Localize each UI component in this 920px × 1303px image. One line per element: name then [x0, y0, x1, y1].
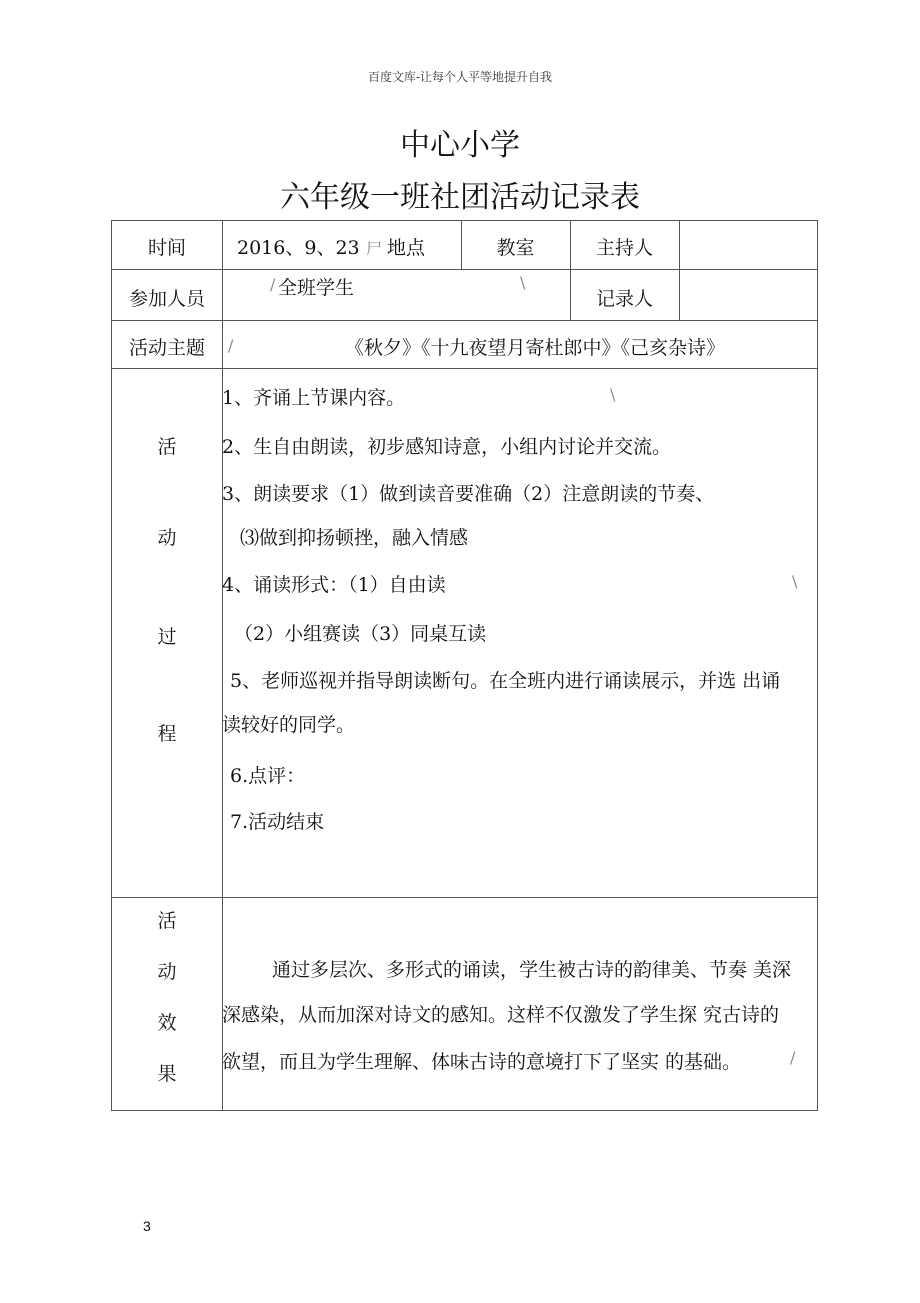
process-line: 7.活动结束 — [230, 811, 325, 833]
school-title: 中心小学 — [400, 128, 520, 163]
effect-label-char: 果 — [157, 1063, 177, 1085]
stray-mark: \ — [792, 572, 798, 591]
stray-mark: / — [228, 336, 234, 355]
effect-line: 欲望，而且为学生理解、体味古诗的意境打下了坚实 的基础。 — [222, 1051, 742, 1073]
process-line: 3、朗读要求（1）做到读音要准确（2）注意朗读的节奏、 — [222, 483, 715, 505]
host-label: 主持人 — [595, 237, 653, 259]
row-divider — [112, 897, 817, 898]
process-line: 2、生自由朗读，初步感知诗意，小组内讨论并交流。 — [222, 436, 672, 458]
time-label: 时间 — [147, 237, 186, 259]
place-label: 地点 — [387, 237, 426, 259]
stray-mark: 尸 — [366, 239, 383, 258]
form-title: 六年级一班社团活动记录表 — [280, 180, 640, 215]
stray-mark: / — [790, 1048, 796, 1067]
process-label-char: 活 — [157, 436, 177, 458]
theme-value: 《秋夕》《十九夜望月寄杜郎中》《己亥杂诗》 — [345, 337, 726, 359]
process-line: 6.点评： — [230, 765, 306, 787]
process-label-char: 程 — [157, 723, 177, 745]
process-label-char: 过 — [157, 626, 177, 648]
recorder-label: 记录人 — [595, 288, 653, 310]
column-divider — [679, 221, 680, 320]
effect-line: 通过多层次、多形式的诵读，学生被古诗的韵律美、节奏 美深 — [272, 959, 792, 981]
process-line: ⑶做到抑扬顿挫，融入情感 — [240, 527, 469, 549]
process-line: 5、老师巡视并指导朗读断句。在全班内进行诵读展示，并选 出诵 — [230, 670, 781, 692]
record-table — [111, 220, 818, 1111]
place-value: 教室 — [496, 237, 535, 259]
row-divider — [112, 269, 817, 270]
page-number: 3 — [143, 1218, 151, 1234]
effect-line: 深感染，从而加深对诗文的感知。这样不仅激发了学生探 究古诗的 — [222, 1004, 780, 1026]
participants-label: 参加人员 — [128, 288, 205, 310]
process-line: 1、齐诵上节课内容。 — [222, 387, 406, 409]
process-line: （2）小组赛读（3）同桌互读 — [234, 623, 487, 645]
stray-mark: \ — [610, 385, 616, 404]
stray-mark: / — [270, 275, 276, 294]
process-line: 读较好的同学。 — [222, 714, 356, 736]
process-line: 4、诵读形式：（1）自由读 — [222, 574, 446, 596]
header-note: 百度文库-让每个人平等地提升自我 — [367, 70, 553, 84]
participants-value: 全班学生 — [278, 277, 355, 299]
row-divider — [112, 320, 817, 321]
theme-label: 活动主题 — [128, 337, 205, 359]
stray-mark: \ — [520, 273, 526, 292]
process-label-char: 动 — [157, 527, 177, 549]
effect-label-char: 效 — [157, 1012, 177, 1034]
time-value: 2016、9、23 — [237, 237, 360, 259]
effect-label-char: 活 — [157, 910, 177, 932]
row-divider — [112, 368, 817, 369]
column-divider — [222, 221, 223, 1110]
effect-label-char: 动 — [157, 961, 177, 983]
